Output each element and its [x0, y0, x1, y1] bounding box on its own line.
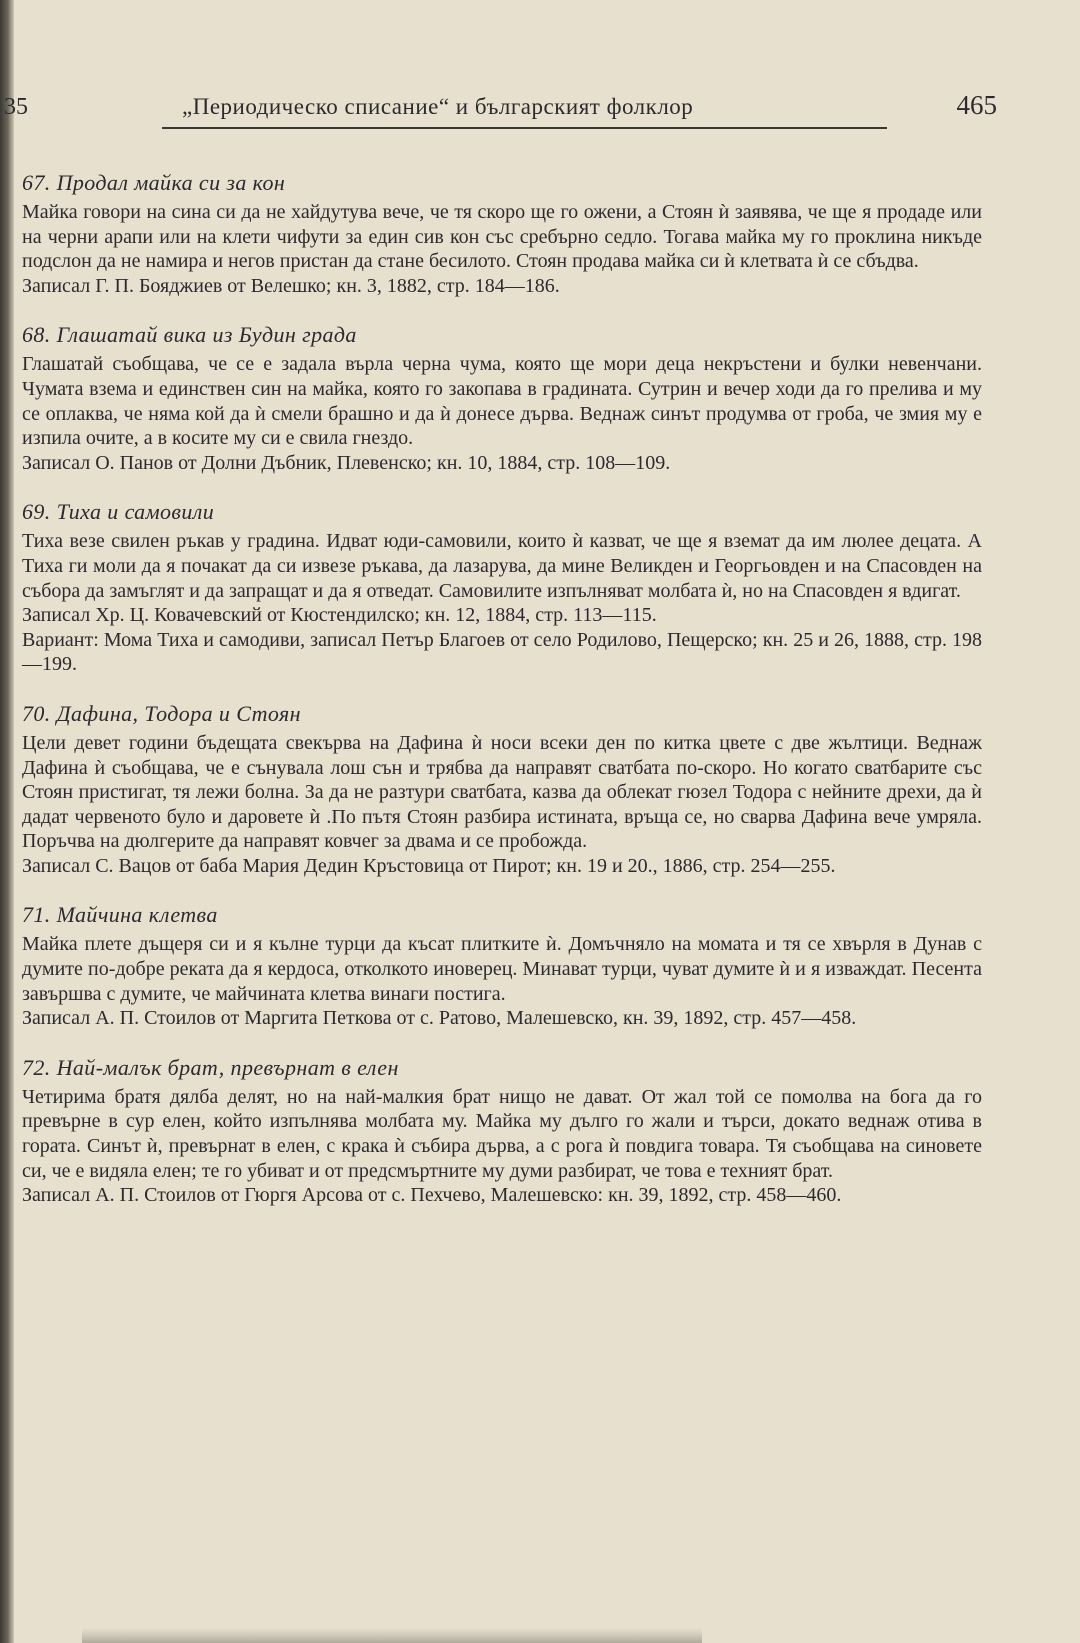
entry-72: [22, 1053, 982, 1208]
page-number-right: 465: [956, 90, 997, 120]
entry-70: [22, 699, 982, 879]
entry-summary: Тиха везе свилен ръкав у градина. Идват юди-самовили, които ѝ казват, че ще я вземат да им люлее децата. А Тиха ги моли да я почакат да си извезе ръкава, да лазарува, да мине Великден и Георгьовден и на Спасовден на събора да замъглят и да запращат и да я отведат. Самовилите изпълняват молбата ѝ, но на Спасовден я вдигат.: [22, 530, 982, 602]
running-title: „Периодическо списание“ и българският фолклор: [182, 94, 694, 119]
entry-summary: Глашатай съобщава, че се е задала върла черна чума, която ще мори деца некръстени и булки невенчани. Чумата взема и единствен син на майка, която го закопава в градината. Сутрин и вечер ходи да го прелива и му се оплаква, че няма кой да ѝ смели брашно и да ѝ донесе дърва. Веднаж синът продумва от гроба, че змия му е изпила очите, а в косите му си е свила гнездо.: [22, 353, 982, 450]
entry-summary: Майка говори на сина си да не хайдутува вече, че тя скоро ще го ожени, а Стоян ѝ заявява, че ще я продаде или на черни арапи или на клети чифути за един сив кон със сребърно седло. Тогава майка му го проклина никъде подслон да не намира и негов пристан да стане бесилото. Стоян продава майка си ѝ клетвата ѝ се сбъдва.: [22, 201, 982, 273]
entry-69: [22, 497, 982, 677]
header-rule: [162, 127, 887, 129]
entries-list: [22, 168, 982, 1230]
entry-title: 71. Майчина клетва: [22, 902, 218, 928]
entry-source: Записал С. Вацов от баба Мария Дедин Кръстовица от Пирот; кн. 19 и 20., 1886, стр. 254—255.: [22, 854, 836, 877]
entry-summary: Цели девет години бъдещата свекърва на Дафина ѝ носи всеки ден по китка цвете с две жълтици. Веднаж Дафина ѝ съобщава, че е сънувала лош сън и трябва да направят сватбата по-скоро. Но когато сватбарите със Стоян пристигат, тя лежи болна. За да не разтури сватбата, казва да облекат гюзел Тодора с нейните дрехи, да ѝ дадат червеното було и даровете ѝ .По пътя Стоян разбира истината, връща се, но сварва Дафина вече умряла. Поръчва на дюлгерите да направят ковчег за двама и се пробожда.: [22, 731, 982, 853]
entry-title: 69. Тиха и самовили: [22, 499, 215, 525]
entry-source: Записал Г. П. Бояджиев от Велешко; кн. 3, 1882, стр. 184—186.: [22, 274, 560, 297]
entry-title: 67. Продал майка си за кон: [22, 170, 286, 195]
running-header: [4, 88, 997, 128]
cropped-footer-line: [82, 1628, 702, 1643]
entry-title: 68. Глашатай вика из Будин града: [22, 322, 357, 348]
entry-title: 72. Най-малък брат, превърнат в елен: [22, 1054, 399, 1080]
entry-68: [22, 320, 982, 475]
entry-summary: Четирима братя дялба делят, но на най-малкия брат нищо не дават. От жал той се помолва на бога да го превърне в сур елен, който изпълнява молбата му. Майка му дълго го жали и търси, докато веднаж отива в гората. Синът ѝ, превърнат в елен, с крака ѝ събира дърва, а с рога ѝ повдига товара. Тя съобщава на синовете си, че е видяла елен; те го убиват и от предсмъртните му думи разбират, че това е техният брат.: [22, 1085, 982, 1182]
entry-summary: Майка плете дъщеря си и я кълне турци да късат плитките ѝ. Домъчняло на момата и тя се хвърля в Дунав с думите по-добре реката да я кердоса, отколкото иноверец. Минават турци, чуват думите ѝ и я изваждат. Песента завършва с думите, че майчината клетва винаги постига.: [22, 933, 982, 1005]
page-number-left: 35: [4, 94, 28, 120]
book-spine-shadow: [0, 0, 14, 1643]
entry-67: [22, 168, 982, 298]
entry-source: Записал Хр. Ц. Ковачевский от Кюстендилско; кн. 12, 1884, стр. 113—115.: [22, 604, 657, 627]
entry-title: 70. Дафина, Тодора и Стоян: [22, 700, 301, 726]
page: [4, 0, 1022, 1643]
entry-variant: Вариант: Мома Тиха и самодиви, записал Петър Благоев от село Родилово, Пещерско; кн. 25 и 26, 1888, стр. 198—199.: [22, 628, 982, 676]
entry-source: Записал А. П. Стоилов от Гюргя Арсова от с. Пехчево, Малешевско: кн. 39, 1892, стр. 458—460.: [22, 1184, 842, 1207]
entry-71: [22, 900, 982, 1030]
entry-source: Записал О. Панов от Долни Дъбник, Плевенско; кн. 10, 1884, стр. 108—109.: [22, 451, 671, 474]
entry-source: Записал А. П. Стоилов от Маргита Петкова от с. Ратово, Малешевско, кн. 39, 1892, стр. 457—458.: [22, 1007, 857, 1030]
